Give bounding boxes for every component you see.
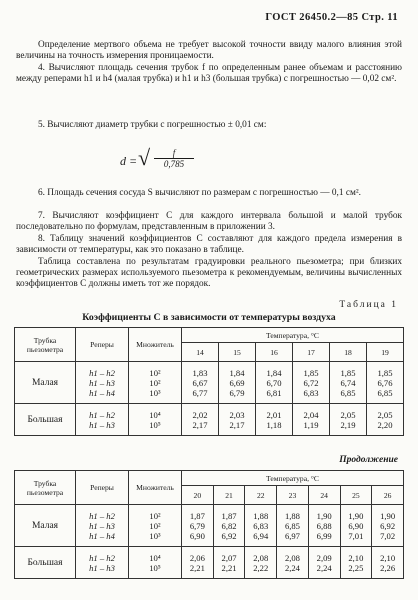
multiplier-value: 10³ — [149, 530, 161, 541]
coefficient-value: 2,26 — [380, 562, 396, 573]
coefficient-value: 1,87 — [221, 510, 237, 521]
coefficient-value: 6,90 — [189, 530, 205, 541]
paragraph-table-note: Таблица составлена по результатам градуировки реального пьезометра; при близких геометрических размерах используемого пьезометра к рекомендуемым, величины вычисленных коэффициентов C должны иметь тот же порядок. — [16, 257, 402, 289]
multiplier-value: 10² — [149, 510, 161, 521]
coefficient-value: 6,99 — [316, 530, 332, 541]
multiplier-value: 10⁵ — [149, 419, 161, 430]
temperature-header: 20 — [182, 486, 214, 505]
coefficient-value: 1,85 — [303, 367, 319, 378]
marks-value: h1 – h2 — [89, 510, 115, 521]
coefficient-value: 1,84 — [229, 367, 245, 378]
coefficient-value: 6,85 — [284, 520, 300, 531]
tube-name: Большая — [15, 404, 76, 436]
header-marks: Реперы — [76, 471, 129, 505]
coefficient-value: 2,19 — [340, 419, 356, 430]
coefficient-column-cell — [256, 362, 293, 404]
coefficient-value: 2,05 — [377, 409, 393, 420]
header-multiplier: Множитель — [129, 328, 182, 362]
coefficient-value: 6,70 — [266, 377, 282, 388]
temperature-header: 14 — [182, 343, 219, 362]
temperature-header: 16 — [256, 343, 293, 362]
coefficient-value: 6,97 — [284, 530, 300, 541]
multiplier-value: 10⁴ — [149, 409, 161, 420]
coefficient-column-cell — [256, 404, 293, 436]
temperature-header: 18 — [330, 343, 367, 362]
coefficient-value: 6,85 — [377, 387, 393, 398]
coefficient-column-cell — [367, 362, 404, 404]
coefficient-value: 6,82 — [221, 520, 237, 531]
coefficient-column-cell — [213, 505, 245, 547]
table-header-row — [15, 328, 404, 343]
coefficient-value: 1,84 — [266, 367, 282, 378]
header-temperature: Температура, °С — [182, 328, 404, 343]
coefficient-value: 1,85 — [377, 367, 393, 378]
temperature-header: 17 — [293, 343, 330, 362]
coefficient-value: 2,17 — [192, 419, 208, 430]
coefficient-value: 2,01 — [266, 409, 282, 420]
coefficient-value: 1,18 — [266, 419, 282, 430]
coefficient-value: 6,94 — [253, 530, 269, 541]
coefficient-column-cell — [372, 505, 404, 547]
coefficient-column-cell — [330, 404, 367, 436]
table-row-group — [15, 362, 404, 404]
table-title: Коэффициенты C в зависимости от температуры воздуха — [82, 312, 336, 323]
coefficient-value: 2,22 — [253, 562, 269, 573]
temperature-header: 15 — [219, 343, 256, 362]
multiplier-cell — [129, 505, 182, 547]
coefficient-value: 2,06 — [189, 552, 205, 563]
table-row-group — [15, 404, 404, 436]
diameter-formula: d = √ $\frac{f}{0,785}$ — [120, 148, 280, 174]
coefficient-value: 6,74 — [340, 377, 356, 388]
temperature-header: 25 — [340, 486, 372, 505]
coefficient-value: 7,01 — [348, 530, 364, 541]
table-row-group — [15, 505, 404, 547]
multiplier-cell — [129, 404, 182, 436]
paragraph-4: 4. Вычисляют площадь сечения трубок f по определенным ранее объемам и расстоянию между реперами h1 и h4 (малая трубка) и h1 и h3 (большая трубка) с погрешностью — 0,02 см². — [16, 63, 402, 84]
temperature-header: 24 — [308, 486, 340, 505]
temperature-header: 23 — [277, 486, 309, 505]
marks-value: h1 – h4 — [89, 387, 115, 398]
coefficient-value: 2,17 — [229, 419, 245, 430]
header-multiplier: Множитель — [129, 471, 182, 505]
coefficient-value: 1,90 — [316, 510, 332, 521]
page-header: ГОСТ 26450.2—85 Стр. 11 — [265, 12, 398, 23]
coefficient-column-cell — [182, 404, 219, 436]
marks-cell — [76, 547, 129, 579]
marks-cell — [76, 362, 129, 404]
header-temperature: Температура, °С — [182, 471, 404, 486]
coefficient-column-cell — [293, 362, 330, 404]
table-row-group — [15, 547, 404, 579]
coefficient-column-cell — [219, 362, 256, 404]
coefficient-value: 1,87 — [189, 510, 205, 521]
coefficient-column-cell — [182, 362, 219, 404]
coefficient-value: 2,03 — [229, 409, 245, 420]
multiplier-value: 10² — [149, 377, 161, 388]
tube-name: Малая — [15, 362, 76, 404]
coefficients-table-1 — [14, 327, 404, 436]
coefficient-column-cell — [330, 362, 367, 404]
marks-value: h1 – h2 — [89, 552, 115, 563]
coefficient-value: 2,21 — [221, 562, 237, 573]
coefficient-value: 6,90 — [348, 520, 364, 531]
coefficient-value: 2,08 — [253, 552, 269, 563]
table-number: Таблица 1 — [339, 300, 398, 310]
header-marks: Реперы — [76, 328, 129, 362]
coefficient-value: 6,79 — [229, 387, 245, 398]
coefficient-column-cell — [213, 547, 245, 579]
temperature-header: 26 — [372, 486, 404, 505]
coefficient-column-cell — [293, 404, 330, 436]
continuation-label: Продолжение — [339, 455, 398, 465]
tube-name: Большая — [15, 547, 76, 579]
coefficient-value: 2,05 — [340, 409, 356, 420]
coefficient-value: 2,10 — [380, 552, 396, 563]
coefficient-value: 2,25 — [348, 562, 364, 573]
coefficient-column-cell — [340, 505, 372, 547]
coefficient-value: 6,72 — [303, 377, 319, 388]
temperature-header: 21 — [213, 486, 245, 505]
coefficient-value: 2,08 — [284, 552, 300, 563]
marks-cell — [76, 505, 129, 547]
header-tube: Трубка пьезометра — [15, 328, 76, 362]
coefficient-value: 6,67 — [192, 377, 208, 388]
coefficient-value: 2,09 — [316, 552, 332, 563]
coefficient-column-cell — [340, 547, 372, 579]
coefficient-value: 2,24 — [316, 562, 332, 573]
marks-value: h1 – h3 — [89, 520, 115, 531]
paragraph-7: 7. Вычисляют коэффициент C для каждого интервала большой и малой трубок последовательно по формулам, представленным в приложении 3. — [16, 211, 402, 232]
multiplier-value: 10² — [149, 367, 161, 378]
marks-value: h1 – h3 — [89, 419, 115, 430]
coefficient-value: 2,02 — [192, 409, 208, 420]
coefficients-table-2 — [14, 470, 404, 579]
coefficient-column-cell — [182, 505, 214, 547]
coefficient-value: 6,79 — [189, 520, 205, 531]
coefficient-value: 6,83 — [253, 520, 269, 531]
multiplier-value: 10² — [149, 520, 161, 531]
coefficient-value: 2,10 — [348, 552, 364, 563]
coefficient-value: 6,83 — [303, 387, 319, 398]
coefficient-column-cell — [245, 547, 277, 579]
multiplier-value: 10⁴ — [149, 552, 161, 563]
coefficient-value: 6,92 — [380, 520, 396, 531]
coefficient-value: 1,83 — [192, 367, 208, 378]
paragraph-8: 8. Таблицу значений коэффициентов C составляют для каждого предела измерения в зависимости от температуры, как это показано в таблице. — [16, 234, 402, 255]
coefficient-value: 2,07 — [221, 552, 237, 563]
marks-value: h1 – h3 — [89, 377, 115, 388]
marks-value: h1 – h3 — [89, 562, 115, 573]
coefficient-column-cell — [372, 547, 404, 579]
marks-value: h1 – h4 — [89, 530, 115, 541]
coefficient-value: 1,88 — [253, 510, 269, 521]
paragraph-6: 6. Площадь сечения сосуда S вычисляют по размерам с погрешностью — 0,1 см². — [38, 188, 361, 198]
marks-cell — [76, 404, 129, 436]
multiplier-value: 10⁵ — [149, 562, 161, 573]
coefficient-value: 2,24 — [284, 562, 300, 573]
coefficient-column-cell — [277, 505, 309, 547]
coefficient-value: 1,90 — [348, 510, 364, 521]
coefficient-value: 1,85 — [340, 367, 356, 378]
multiplier-value: 10³ — [149, 387, 161, 398]
coefficient-value: 6,81 — [266, 387, 282, 398]
tube-name: Малая — [15, 505, 76, 547]
coefficient-column-cell — [308, 547, 340, 579]
coefficient-value: 1,19 — [303, 419, 319, 430]
paragraph-intro: Определение мертвого объема не требует высокой точности ввиду малого влияния этой величины на точность измерения проницаемости. — [16, 40, 402, 61]
marks-value: h1 – h2 — [89, 409, 115, 420]
multiplier-cell — [129, 547, 182, 579]
coefficient-column-cell — [245, 505, 277, 547]
coefficient-column-cell — [219, 404, 256, 436]
multiplier-cell — [129, 362, 182, 404]
paragraph-5: 5. Вычисляют диаметр трубки с погрешностью ± 0,01 см: — [38, 120, 267, 130]
coefficient-value: 2,20 — [377, 419, 393, 430]
marks-value: h1 – h2 — [89, 367, 115, 378]
coefficient-value: 6,69 — [229, 377, 245, 388]
coefficient-value: 7,02 — [380, 530, 396, 541]
coefficient-column-cell — [182, 547, 214, 579]
coefficient-column-cell — [367, 404, 404, 436]
coefficient-value: 6,92 — [221, 530, 237, 541]
coefficient-value: 2,21 — [189, 562, 205, 573]
coefficient-value: 6,77 — [192, 387, 208, 398]
coefficient-value: 6,88 — [316, 520, 332, 531]
header-tube: Трубка пьезометра — [15, 471, 76, 505]
temperature-header: 19 — [367, 343, 404, 362]
coefficient-value: 2,04 — [303, 409, 319, 420]
temperature-header: 22 — [245, 486, 277, 505]
table-header-row — [15, 471, 404, 486]
coefficient-value: 6,76 — [377, 377, 393, 388]
coefficient-value: 1,90 — [380, 510, 396, 521]
coefficient-value: 6,85 — [340, 387, 356, 398]
coefficient-column-cell — [277, 547, 309, 579]
coefficient-column-cell — [308, 505, 340, 547]
coefficient-value: 1,88 — [284, 510, 300, 521]
